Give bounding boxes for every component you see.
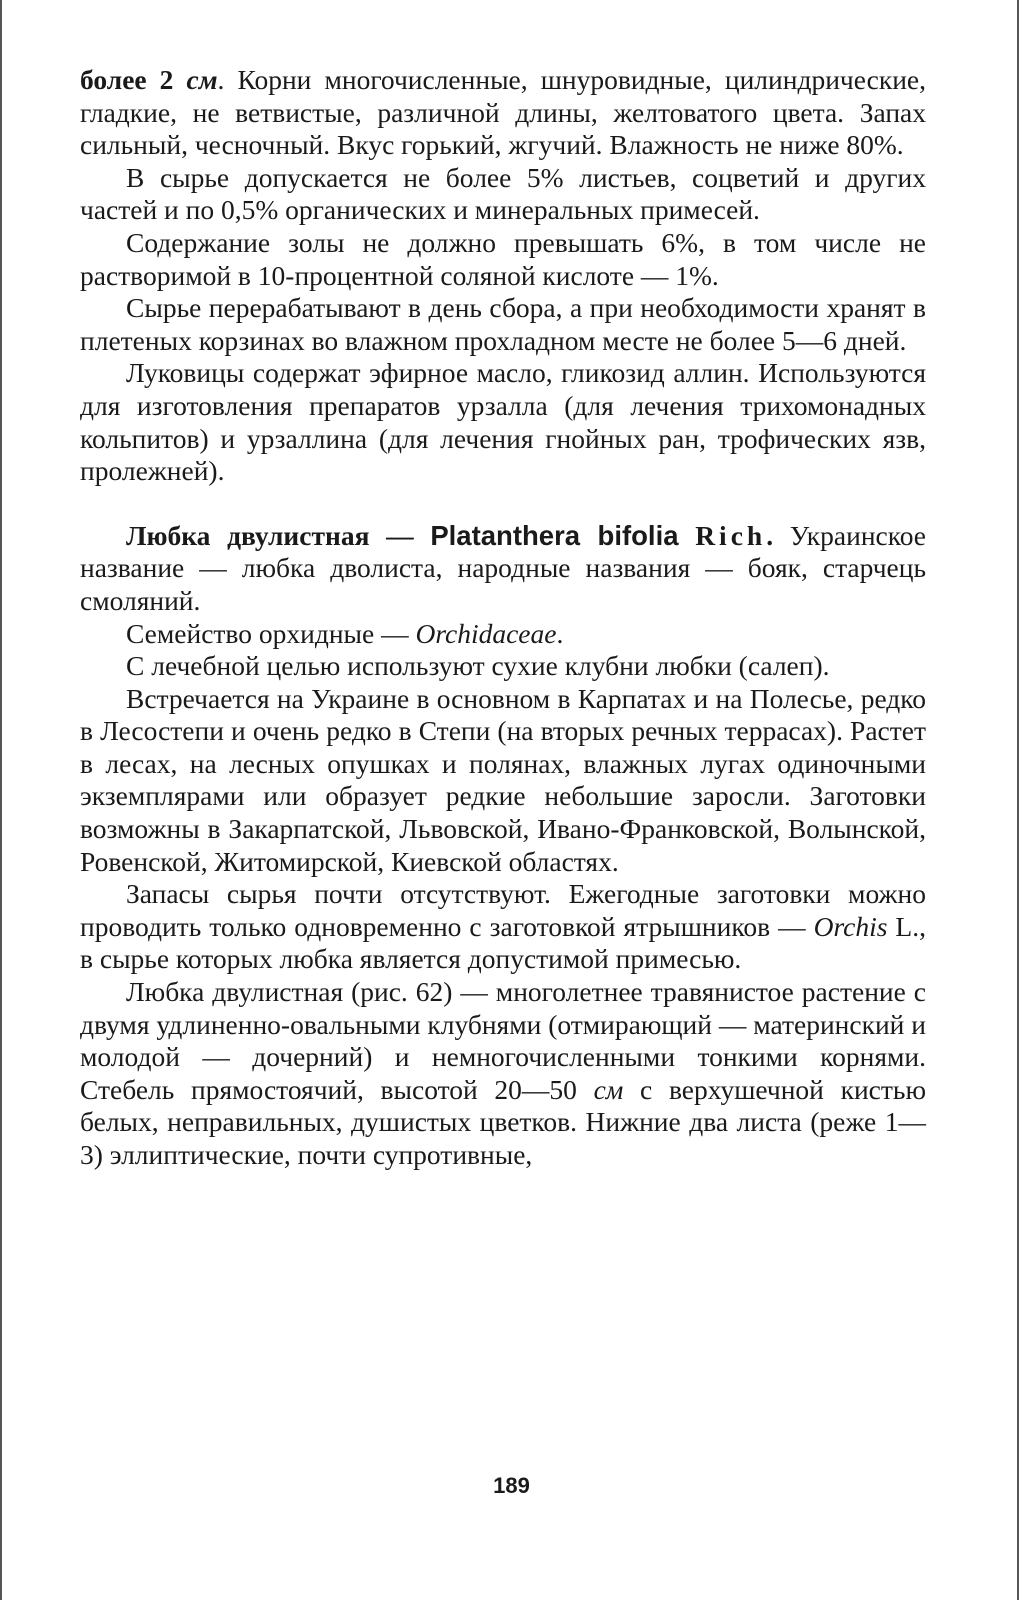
page-number: 189 <box>493 1473 530 1498</box>
entry-heading-russian: Любка двулистная — <box>126 519 431 551</box>
paragraph-plant-description <box>80 976 926 1172</box>
paragraph-storage: Сырье перерабатывают в день сбора, а при необходимости хранят в плетеных корзинах во влажном прохладном месте не более 5—6 дней. <box>80 292 926 356</box>
entry-heading-paragraph <box>80 520 926 618</box>
family-latin: Orchidaceae <box>415 617 557 649</box>
paragraph-ash-content: Содержание золы не должно превышать 6%, в том числе не растворимой в 10-процентной соляной кислоте — 1%. <box>80 226 926 291</box>
reserves-text: L., в сырье которых любка является допустимой примесью. <box>80 910 926 975</box>
entry-heading-dot: . <box>766 519 774 551</box>
reserves-latin: Orchis <box>813 910 888 942</box>
unit-cm: см <box>593 1073 624 1105</box>
paragraph-medical-use: С лечебной целью используют сухие клубни любки (салеп). <box>126 650 830 682</box>
reserves-lead: Запасы сырья почти отсутствуют. Ежегодные заготовки можно проводить только одновременно с заготовкой ятрышников — <box>80 878 926 942</box>
unit-cm: см <box>186 64 218 95</box>
description-text: с верхушечной кистью белых, неправильных, душистых цветков. Нижние два листа (реже 1—3) эллиптические, почти супротивные, <box>80 1073 926 1170</box>
paragraph-lead: более 2 <box>80 64 187 95</box>
family-label: Семейство орхидные — <box>126 617 416 649</box>
paragraph-reserves <box>80 878 926 976</box>
family-end: . <box>556 617 564 649</box>
entry-heading-text: Украинское название — любка дволиста, народные названия — бояк, старчець смоляний. <box>80 519 927 616</box>
paragraph-family <box>80 618 926 651</box>
paragraph-impurities: В сырье допускается не более 5% листьев, соцветий и других частей и по 0,5% органических и минеральных примесей. <box>80 161 926 226</box>
page-text <box>80 64 926 1172</box>
description-lead: Любка двулистная (рис. 62) — многолетнее травянистое растение с двумя удлиненно-овальными клубнями (отмирающий — материнский и молодой — дочерний) и немногочисленными тонкими корнями. Стебель прямостоячий, высотой 20—50 <box>80 976 926 1105</box>
entry-heading-latin: Platanthera bifolia <box>430 519 679 551</box>
paragraph-habitat: Встречается на Украине в основном в Карпатах и на Полесье, редко в Лесостепи и очень редко в Степи (на вторых речных террасах). Растет в лесах, на лесных опушках и полянах, влажных лугах одиночными экземплярами или образует редкие небольшие заросли. Заготовки возможны в Закарпатской, Львовской, Ивано-Франковской, Волынской, Ровенской, Житомирской, Киевской областях. <box>80 682 926 877</box>
entry-heading-author: Rich <box>695 519 767 551</box>
paragraph-composition: Луковицы содержат эфирное масло, гликозид аллин. Используются для изготовления препаратов урзалла (для лечения трихомонадных кольпитов) и урзаллина (для лечения гнойных ран, трофических язв, пролежней). <box>80 357 926 487</box>
paragraph-text: . Корни многочисленные, шнуровидные, цилиндрические, гладкие, не ветвистые, различной длины, желтоватого цвета. Запах сильный, чесночный. Вкус горький, жгучий. Влажность не ниже 80%. <box>80 64 926 161</box>
paragraph-roots-description <box>80 64 926 162</box>
